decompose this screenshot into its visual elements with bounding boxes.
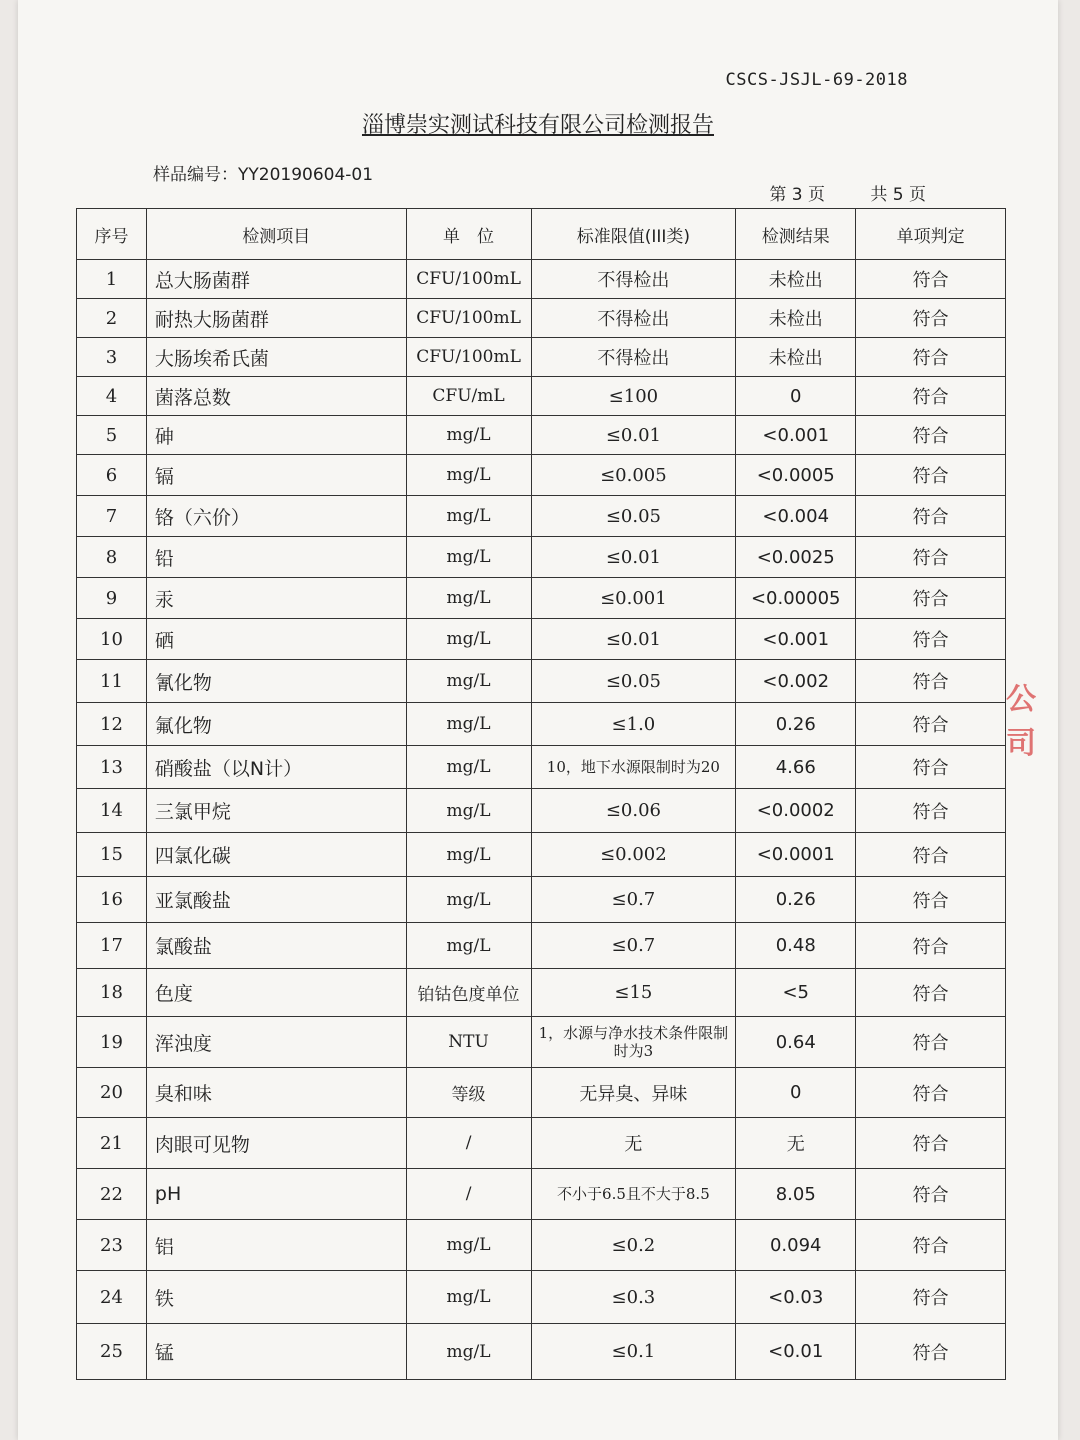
cell-unit: 等级 [406,1068,531,1118]
cell-standard: ≤15 [531,969,736,1017]
cell-no: 17 [77,923,147,969]
col-header-judgment: 单项判定 [856,209,1006,260]
cell-result: <0.004 [736,496,856,537]
cell-judgment: 符合 [856,746,1006,789]
results-table [76,208,1006,1380]
cell-judgment: 符合 [856,299,1006,338]
cell-no: 24 [77,1271,147,1324]
cell-standard: ≤0.7 [531,877,736,923]
cell-result: 0 [736,1068,856,1118]
cell-result: 0.26 [736,703,856,746]
cell-result: <0.00005 [736,578,856,619]
cell-judgment: 符合 [856,660,1006,703]
cell-result: 0.64 [736,1017,856,1068]
cell-unit: mg/L [406,619,531,660]
cell-item: 氰化物 [146,660,406,703]
cell-unit: CFU/100mL [406,299,531,338]
cell-unit: mg/L [406,455,531,496]
cell-no: 6 [77,455,147,496]
cell-result: <0.0005 [736,455,856,496]
cell-judgment: 符合 [856,877,1006,923]
cell-judgment: 符合 [856,1324,1006,1380]
cell-standard: ≤0.3 [531,1271,736,1324]
cell-unit: CFU/100mL [406,260,531,299]
cell-standard: ≤0.001 [531,578,736,619]
cell-result: 4.66 [736,746,856,789]
cell-result: <0.0002 [736,789,856,833]
cell-item: 镉 [146,455,406,496]
cell-judgment: 符合 [856,455,1006,496]
page-current: 第 3 页 [769,185,825,205]
cell-unit: CFU/mL [406,377,531,416]
cell-result: 未检出 [736,299,856,338]
cell-item: 硒 [146,619,406,660]
cell-standard: ≤100 [531,377,736,416]
cell-no: 20 [77,1068,147,1118]
report-page [18,0,1058,1440]
table-row [77,1169,1006,1220]
col-header-standard: 标准限值(III类) [531,209,736,260]
table-row [77,1324,1006,1380]
cell-no: 13 [77,746,147,789]
cell-unit: NTU [406,1017,531,1068]
cell-result: 8.05 [736,1169,856,1220]
cell-no: 5 [77,416,147,455]
cell-item: 铁 [146,1271,406,1324]
table-row [77,455,1006,496]
cell-unit: 铂钴色度单位 [406,969,531,1017]
table-row [77,260,1006,299]
table-row [77,619,1006,660]
cell-standard: ≤0.7 [531,923,736,969]
cell-item: 锰 [146,1324,406,1380]
cell-result: <0.002 [736,660,856,703]
cell-item: 大肠埃希氏菌 [146,338,406,377]
table-row [77,923,1006,969]
cell-result: <0.01 [736,1324,856,1380]
col-header-unit: 单 位 [406,209,531,260]
cell-standard: 不得检出 [531,299,736,338]
cell-judgment: 符合 [856,578,1006,619]
cell-no: 3 [77,338,147,377]
cell-unit: / [406,1169,531,1220]
cell-item: 菌落总数 [146,377,406,416]
table-row [77,338,1006,377]
table-row [77,377,1006,416]
stamp-text: 公司 [1006,682,1036,761]
table-row [77,537,1006,578]
cell-no: 12 [77,703,147,746]
report-title: 淄博崇实测试科技有限公司检测报告 [361,113,714,138]
cell-unit: mg/L [406,703,531,746]
page-info [763,180,926,205]
col-header-result: 检测结果 [736,209,856,260]
cell-result: <0.001 [736,416,856,455]
cell-unit: mg/L [406,416,531,455]
cell-judgment: 符合 [856,377,1006,416]
cell-no: 21 [77,1118,147,1169]
cell-no: 14 [77,789,147,833]
cell-judgment: 符合 [856,703,1006,746]
cell-item: 总大肠菌群 [146,260,406,299]
cell-judgment: 符合 [856,338,1006,377]
cell-item: 浑浊度 [146,1017,406,1068]
cell-unit: mg/L [406,746,531,789]
cell-item: 汞 [146,578,406,619]
cell-judgment: 符合 [856,1017,1006,1068]
cell-judgment: 符合 [856,619,1006,660]
cell-result: <0.0025 [736,537,856,578]
cell-standard: ≤0.2 [531,1220,736,1271]
table-row [77,969,1006,1017]
cell-unit: mg/L [406,578,531,619]
cell-standard: ≤0.01 [531,537,736,578]
cell-item: 肉眼可见物 [146,1118,406,1169]
cell-standard: 无 [531,1118,736,1169]
cell-no: 23 [77,1220,147,1271]
cell-unit: mg/L [406,789,531,833]
cell-judgment: 符合 [856,1169,1006,1220]
document-code: CSCS-JSJL-69-2018 [725,70,908,90]
cell-item: 耐热大肠菌群 [146,299,406,338]
cell-unit: mg/L [406,877,531,923]
cell-standard: 无异臭、异味 [531,1068,736,1118]
cell-no: 9 [77,578,147,619]
table-row [77,578,1006,619]
cell-no: 2 [77,299,147,338]
cell-result: 0 [736,377,856,416]
table-row [77,1118,1006,1169]
cell-unit: mg/L [406,1324,531,1380]
cell-standard: ≤0.01 [531,416,736,455]
table-body [77,260,1006,1380]
cell-unit: mg/L [406,496,531,537]
table-header-row [77,209,1006,260]
table-row [77,746,1006,789]
cell-no: 18 [77,969,147,1017]
cell-standard: 1，水源与净水技术条件限制时为3 [531,1017,736,1068]
cell-result: 0.26 [736,877,856,923]
cell-no: 15 [77,833,147,877]
table-row [77,703,1006,746]
cell-unit: mg/L [406,1220,531,1271]
cell-item: 铬（六价） [146,496,406,537]
cell-no: 19 [77,1017,147,1068]
cell-judgment: 符合 [856,537,1006,578]
cell-item: 臭和味 [146,1068,406,1118]
cell-judgment: 符合 [856,833,1006,877]
table-row [77,833,1006,877]
cell-no: 10 [77,619,147,660]
cell-standard: ≤1.0 [531,703,736,746]
cell-result: 0.094 [736,1220,856,1271]
cell-standard: ≤0.01 [531,619,736,660]
cell-result: <0.03 [736,1271,856,1324]
cell-unit: mg/L [406,923,531,969]
cell-item: 硝酸盐（以N计） [146,746,406,789]
table-row [77,1017,1006,1068]
cell-result: 未检出 [736,338,856,377]
cell-standard: ≤0.005 [531,455,736,496]
cell-unit: mg/L [406,833,531,877]
red-stamp [1006,650,1058,870]
cell-judgment: 符合 [856,1271,1006,1324]
table-row [77,496,1006,537]
cell-item: 三氯甲烷 [146,789,406,833]
cell-unit: mg/L [406,537,531,578]
cell-standard: ≤0.1 [531,1324,736,1380]
cell-judgment: 符合 [856,1068,1006,1118]
cell-standard: 不小于6.5且不大于8.5 [531,1169,736,1220]
cell-item: pH [146,1169,406,1220]
cell-unit: mg/L [406,660,531,703]
cell-unit: / [406,1118,531,1169]
cell-standard: ≤0.05 [531,496,736,537]
cell-judgment: 符合 [856,1220,1006,1271]
table-row [77,1068,1006,1118]
table-row [77,1220,1006,1271]
table-row [77,789,1006,833]
cell-result: 未检出 [736,260,856,299]
cell-result: <5 [736,969,856,1017]
cell-result: <0.0001 [736,833,856,877]
cell-standard: 不得检出 [531,338,736,377]
cell-item: 色度 [146,969,406,1017]
cell-judgment: 符合 [856,789,1006,833]
cell-result: 无 [736,1118,856,1169]
cell-standard: 10，地下水源限制时为20 [531,746,736,789]
table-row [77,877,1006,923]
table-row [77,660,1006,703]
cell-unit: CFU/100mL [406,338,531,377]
cell-item: 四氯化碳 [146,833,406,877]
cell-no: 16 [77,877,147,923]
cell-judgment: 符合 [856,923,1006,969]
table-row [77,1271,1006,1324]
cell-judgment: 符合 [856,260,1006,299]
col-header-no: 序号 [77,209,147,260]
results-table-container [76,208,1006,1380]
cell-item: 铅 [146,537,406,578]
cell-unit: mg/L [406,1271,531,1324]
cell-no: 25 [77,1324,147,1380]
cell-no: 22 [77,1169,147,1220]
cell-no: 1 [77,260,147,299]
cell-no: 7 [77,496,147,537]
cell-standard: ≤0.05 [531,660,736,703]
cell-judgment: 符合 [856,1118,1006,1169]
cell-judgment: 符合 [856,496,1006,537]
cell-standard: 不得检出 [531,260,736,299]
cell-no: 11 [77,660,147,703]
cell-no: 4 [77,377,147,416]
sample-number: 样品编号：YY20190604-01 [153,165,374,185]
page-total: 共 5 页 [870,185,926,205]
cell-item: 氟化物 [146,703,406,746]
cell-item: 砷 [146,416,406,455]
col-header-item: 检测项目 [146,209,406,260]
cell-item: 亚氯酸盐 [146,877,406,923]
cell-result: 0.48 [736,923,856,969]
cell-judgment: 符合 [856,416,1006,455]
cell-standard: ≤0.06 [531,789,736,833]
cell-judgment: 符合 [856,969,1006,1017]
cell-result: <0.001 [736,619,856,660]
cell-no: 8 [77,537,147,578]
table-row [77,299,1006,338]
cell-item: 铝 [146,1220,406,1271]
cell-standard: ≤0.002 [531,833,736,877]
table-row [77,416,1006,455]
cell-item: 氯酸盐 [146,923,406,969]
